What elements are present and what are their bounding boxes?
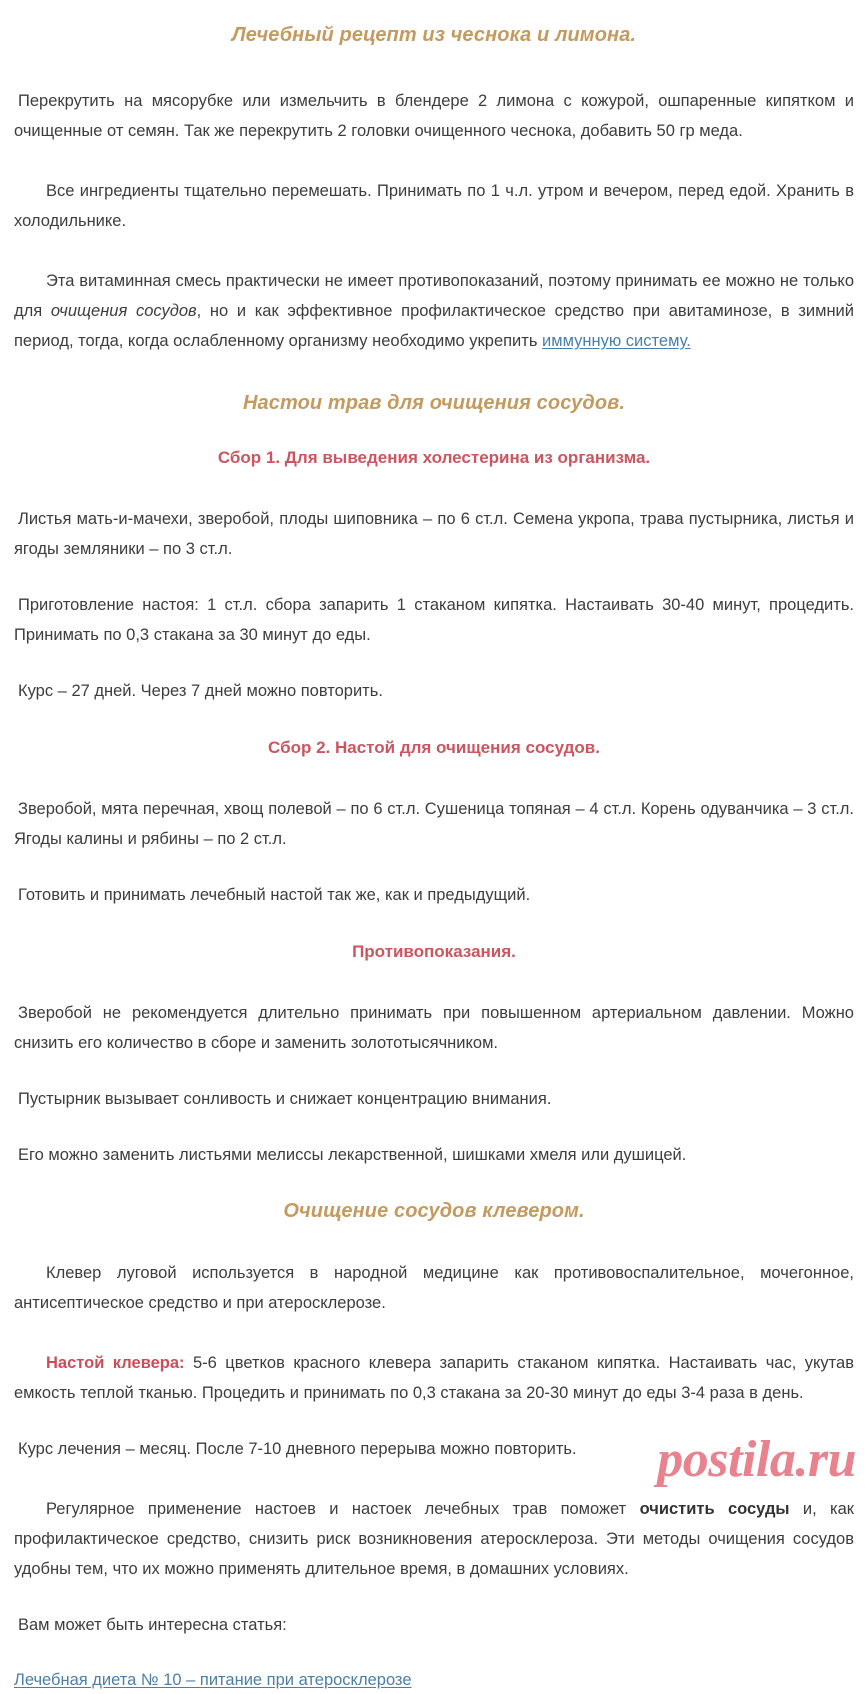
subtitle-collection-1: Сбор 1. Для выведения холестерина из организма. [217,448,651,467]
paragraph-contraindications-3: Его можно заменить листьями мелиссы лекарственной, шишками хмеля или душицей. [18,1146,687,1164]
spacer [14,0,854,22]
paragraph-clover-course: Курс лечения – месяц. После 7-10 дневного перерыва можно повторить. [18,1440,577,1458]
spacer [14,1464,854,1494]
label-clover-infusion: Настой клевера: [46,1354,185,1372]
spacer [14,1640,854,1666]
subtitle-contraindications: Противопоказания. [352,942,516,961]
spacer [14,146,854,176]
paragraph-contraindications-1: Зверобой не рекомендуется длительно принимать при повышенном артериальном давлении. Можно снизить его количество в сборе и заменить золототысячником. [14,1004,854,1052]
spacer [14,964,854,998]
emphasis-ochishcheniya-sosudov: очищения сосудов [50,302,197,320]
spacer [14,48,854,86]
spacer [14,1114,854,1140]
spacer [14,470,854,504]
paragraph-text-fragment: , но и как эффективное профилактическое средство при авитаминозе, в зимний период, тогда, когда ослабленному организму необходимо укрепить [14,302,854,350]
spacer [14,1408,854,1434]
section-title-garlic-lemon: Лечебный рецепт из чеснока и лимона. [231,24,637,46]
paragraph-clover-infusion [14,1348,854,1408]
subtitle-collection-2: Сбор 2. Настой для очищения сосудов. [268,738,600,757]
paragraph-collection-1-preparation: Приготовление настоя: 1 ст.л. сбора запарить 1 стаканом кипятка. Настаивать 30-40 минут, процедить. Принимать по 0,3 стакана за 30 минут до еды. [14,596,854,644]
paragraph-clover-1: Клевер луговой используется в народной медицине как противовоспалительное, мочегонное, антисептическое средство и при атеросклерозе. [14,1264,854,1312]
link-immune-system[interactable]: иммунную систему. [542,332,691,350]
paragraph-collection-2-ingredients: Зверобой, мята перечная, хвощ полевой – по 6 ст.л. Сушеница топяная – 4 ст.л. Корень одуванчика – 3 ст.л. Ягоды калины и рябины – по 2 ст.л. [14,800,854,848]
spacer [14,854,854,880]
spacer [14,650,854,676]
spacer [14,356,854,390]
link-related-article-diet-10[interactable]: Лечебная диета № 10 – питание при атеросклерозе [14,1671,412,1689]
spacer [14,1318,854,1348]
spacer [14,910,854,940]
spacer [14,236,854,266]
paragraph-text-fragment: и, как профилактическое средство, снизить риск возникновения атеросклероза. Эти методы очищения сосудов удобны тем, что их можно применять длительное время, в домашних условиях. [14,1500,854,1578]
spacer [14,1058,854,1084]
spacer [14,416,854,446]
spacer [14,564,854,590]
spacer [14,760,854,794]
spacer [14,706,854,736]
section-title-clover: Очищение сосудов клевером. [283,1200,585,1222]
watermark-postila-ru: postila.ru [657,1431,856,1488]
section-title-herbal-infusions: Настои трав для очищения сосудов. [243,392,625,414]
paragraph-garlic-lemon-2: Все ингредиенты тщательно перемешать. Принимать по 1 ч.л. утром и вечером, перед едой. Хранить в холодильнике. [14,182,854,230]
paragraph-text-fragment: Регулярное применение настоев и настоек лечебных трав поможет [46,1500,640,1518]
paragraph-related-intro: Вам может быть интересна статья: [18,1616,287,1634]
spacer [14,1224,854,1258]
spacer [14,1170,854,1198]
spacer [14,1584,854,1610]
paragraph-text-fragment: Эта витаминная смесь практически не имеет противопоказаний, поэтому принимать ее можно не только для [14,272,854,320]
paragraph-garlic-lemon-3 [14,266,854,356]
paragraph-garlic-lemon-1: Перекрутить на мясорубке или измельчить в блендере 2 лимона с кожурой, ошпаренные кипятком и очищенные от семян. Так же перекрутить 2 головки очищенного чеснока, добавить 50 гр меда. [14,92,854,140]
paragraph-contraindications-2: Пустырник вызывает сонливость и снижает концентрацию внимания. [18,1090,552,1108]
emphasis-ochistit-sosudy: очистить сосуды [639,1500,790,1518]
paragraph-text-fragment: 5-6 цветков красного клевера запарить стаканом кипятка. Настаивать час, укутав емкость теплой тканью. Процедить и принимать по 0,3 стакана за 20-30 минут до еды 3-4 раза в день. [14,1354,854,1402]
paragraph-collection-1-course: Курс – 27 дней. Через 7 дней можно повторить. [18,682,383,700]
paragraph-collection-2-preparation: Готовить и принимать лечебный настой так же, как и предыдущий. [18,886,531,904]
paragraph-collection-1-ingredients: Листья мать-и-мачехи, зверобой, плоды шиповника – по 6 ст.л. Семена укропа, трава пустырника, листья и ягоды земляники – по 3 ст.л. [14,510,854,558]
